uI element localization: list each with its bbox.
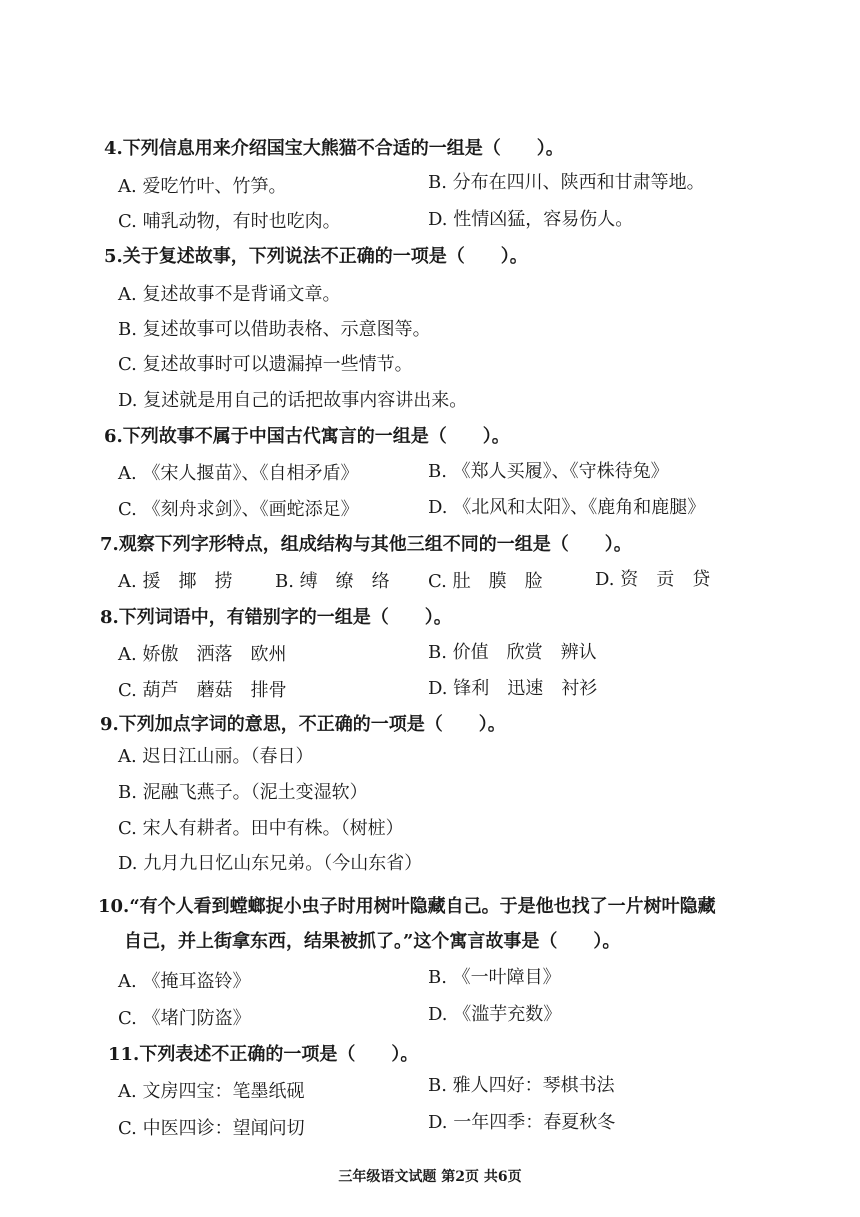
question-6-option-a: A. 《宋人揠苗》、《自相矛盾》 <box>118 463 359 484</box>
question-4-option-b: B. 分布在四川、陕西和甘肃等地。 <box>428 172 705 193</box>
question-6-stem: 6.下列故事不属于中国古代寓言的一组是（ ）。 <box>104 426 510 447</box>
question-11-option-b: B. 雅人四好：琴棋书法 <box>428 1075 615 1096</box>
question-10-option-d: D. 《滥芋充数》 <box>428 1004 562 1025</box>
question-7-stem: 7.观察下列字形特点，组成结构与其他三组不同的一组是（ ）。 <box>100 534 632 555</box>
question-10-stem-line1: 10.“有个人看到螳螂捉小虫子时用树叶隐藏自己。于是他也找了一片树叶隐藏 <box>98 896 716 917</box>
question-7-option-c: C. 肚 膜 脸 <box>428 571 543 592</box>
question-10-option-a: A. 《掩耳盗铃》 <box>118 971 251 992</box>
question-8-option-d: D. 锋利 迅速 衬衫 <box>428 678 598 699</box>
question-5-option-c: C. 复述故事时可以遗漏掉一些情节。 <box>118 354 413 375</box>
question-9-option-a: A. 迟日江山丽。（春日） <box>118 746 314 767</box>
page-footer: 三年级语文试题 第2页 共6页 <box>338 1169 522 1185</box>
question-5-option-a: A. 复述故事不是背诵文章。 <box>118 284 341 305</box>
question-11-option-a: A. 文房四宝：笔墨纸砚 <box>118 1081 305 1102</box>
question-6-option-d: D. 《北风和太阳》、《鹿角和鹿腿》 <box>428 497 706 518</box>
question-11-option-d: D. 一年四季：春夏秋冬 <box>428 1112 616 1133</box>
question-6-option-b: B. 《郑人买履》、《守株待兔》 <box>428 461 669 482</box>
question-9-option-d: D. 九月九日忆山东兄弟。（今山东省） <box>118 853 423 874</box>
question-10-stem-line2: 自己，并上街拿东西，结果被抓了。”这个寓言故事是（ ）。 <box>124 931 621 952</box>
question-8-option-c: C. 葫芦 蘑菇 排骨 <box>118 680 287 701</box>
question-4-option-c: C. 哺乳动物，有时也吃肉。 <box>118 211 341 232</box>
question-8-stem: 8.下列词语中，有错别字的一组是（ ）。 <box>100 607 452 628</box>
question-11-option-c: C. 中医四诊：望闻问切 <box>118 1118 305 1139</box>
question-4-option-d: D. 性情凶猛，容易伤人。 <box>428 209 634 230</box>
question-9-option-c: C. 宋人有耕者。田中有株。（树桩） <box>118 818 404 839</box>
question-7-option-b: B. 缚 缭 络 <box>275 571 390 592</box>
question-5-stem: 5.关于复述故事，下列说法不正确的一项是（ ）。 <box>104 246 528 267</box>
question-4-option-a: A. 爱吃竹叶、竹笋。 <box>118 176 287 197</box>
question-8-option-a: A. 娇傲 洒落 欧州 <box>118 644 287 665</box>
question-10-option-b: B. 《一叶障目》 <box>428 967 561 988</box>
question-5-option-b: B. 复述故事可以借助表格、示意图等。 <box>118 319 431 340</box>
question-6-option-c: C. 《刻舟求剑》、《画蛇添足》 <box>118 499 359 520</box>
question-10-option-c: C. 《堵门防盗》 <box>118 1008 251 1029</box>
question-9-stem: 9.下列加点字词的意思，不正确的一项是（ ）。 <box>100 714 506 735</box>
question-9-option-b: B. 泥融飞燕子。（泥土变湿软） <box>118 782 368 803</box>
question-4-stem: 4.下列信息用来介绍国宝大熊猫不合适的一组是（ ）。 <box>104 138 564 159</box>
question-8-option-b: B. 价值 欣赏 辨认 <box>428 642 597 663</box>
question-5-option-d: D. 复述就是用自己的话把故事内容讲出来。 <box>118 390 468 411</box>
question-11-stem: 11.下列表述不正确的一项是（ ）。 <box>108 1044 419 1065</box>
question-7-option-d: D. 资 贡 贷 <box>595 569 711 590</box>
question-7-option-a: A. 援 揶 捞 <box>118 571 233 592</box>
